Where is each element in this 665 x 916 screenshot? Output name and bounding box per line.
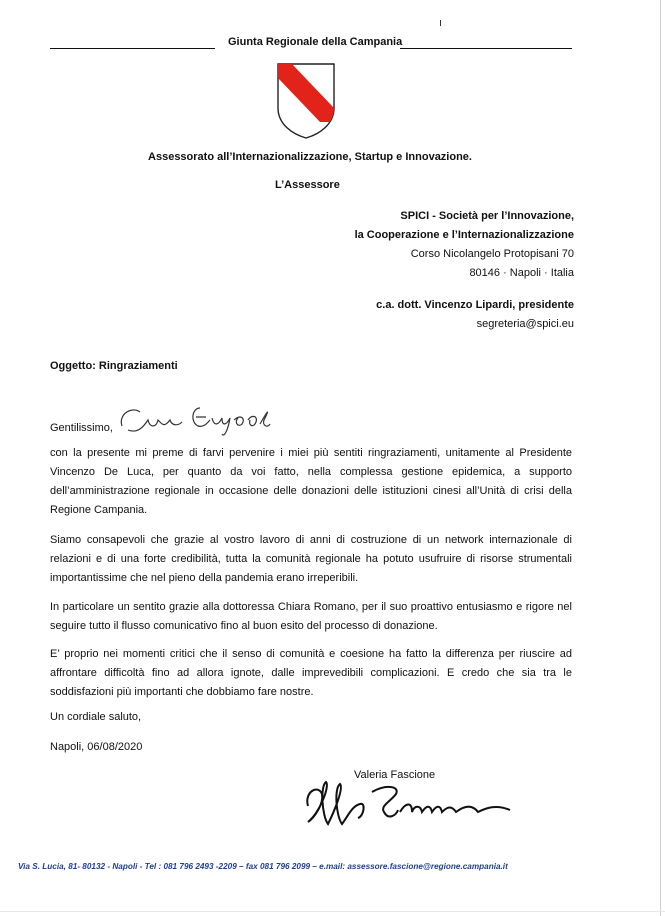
- letterhead: [50, 36, 572, 50]
- handwritten-greeting: [118, 400, 278, 440]
- scan-edge: [0, 911, 665, 912]
- body-paragraph: In particolare un sentito grazie alla dottoressa Chiara Romano, per il suo proattivo entusiasmo e rigore nel seguire tutto il flusso comunicativo fino al buon esito del processo di donazione.: [50, 601, 572, 632]
- role-title: L’Assessore: [275, 179, 340, 191]
- header-rule-left: [50, 48, 215, 49]
- recipient-line: SPICI - Società per l’Innovazione,: [400, 210, 574, 222]
- recipient-line: Corso Nicolangelo Protopisani 70: [410, 248, 574, 260]
- scan-mark: [440, 20, 441, 26]
- closing-salutation: Un cordiale saluto,: [50, 711, 142, 723]
- attention-email: segreteria@spici.eu: [476, 318, 574, 330]
- subject-line: Oggetto: Ringraziamenti: [50, 360, 178, 372]
- recipient-address: [355, 207, 574, 283]
- body-paragraph: Siamo consapevoli che grazie al vostro lavoro di anni di costruzione di un network internazionale di relazioni e di una forte credibilità, tutta la comunità regionale ha potuto usufruire di risorse strumentali importantissime che nel pieno della pandemia erano irreperibili.: [50, 534, 572, 584]
- attention-name: c.a. dott. Vincenzo Lipardi, presidente: [376, 299, 574, 311]
- letter-date: Napoli, 06/08/2020: [50, 741, 143, 753]
- recipient-line: la Cooperazione e l’Internazionalizzazione: [354, 229, 574, 241]
- footer-contact: Via S. Lucia, 81- 80132 - Napoli - Tel : 081 796 2493 -2209 – fax 081 796 2099 – e.mail: assessore.fascione@regione.campania.it: [18, 862, 508, 871]
- greeting: Gentilissimo,: [50, 422, 113, 434]
- region-crest-icon: [276, 62, 336, 140]
- body-paragraph: E’ proprio nei momenti critici che il senso di comunità e coesione ha fatto la differenza per riuscire ad affrontare difficoltà fino ad allora ignote, dalle imprevedibili complicazioni. E credo che sia tra le soddisfazioni più importanti che dobbiamo fare nostre.: [50, 648, 572, 698]
- handwritten-signature: [300, 772, 530, 834]
- department-name: Assessorato all’Internazionalizzazione, Startup e Innovazione.: [148, 151, 472, 163]
- scan-edge: [660, 0, 661, 916]
- header-rule-right: [400, 48, 572, 49]
- signer-name: Valeria Fascione: [354, 769, 436, 781]
- header-title: Giunta Regionale della Campania: [228, 36, 403, 48]
- attention-block: [376, 296, 574, 334]
- body-paragraph: con la presente mi preme di farvi pervenire i miei più sentiti ringraziamenti, unitamente al Presidente Vincenzo De Luca, per quanto da voi fatto, nella complessa gestione epidemica, a supporto dell’amministrazione regionale in occasione delle donazioni delle istituzioni cinesi all’Unità di crisi della Regione Campania.: [50, 447, 572, 516]
- recipient-line: 80146 · Napoli · Italia: [469, 267, 574, 279]
